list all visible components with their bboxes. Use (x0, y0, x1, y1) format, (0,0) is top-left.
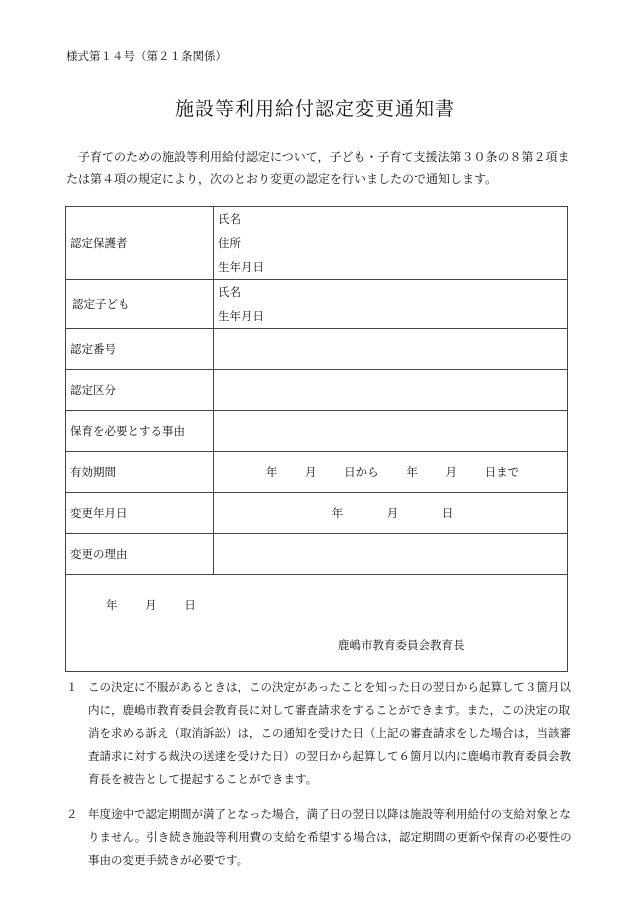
change-date-year: 年 (331, 506, 344, 520)
certification-table (65, 206, 568, 672)
child-label: 認定子ども (66, 280, 214, 329)
signature-day: 日 (184, 598, 196, 612)
cert-category-row (66, 370, 568, 411)
change-date-month: 月 (386, 506, 399, 520)
validity-row (66, 452, 568, 493)
change-date-day: 日 (441, 506, 454, 520)
note-text: 年度途中で認定期間が満了となった場合，満了日の翌日以降は施設等利用給付の支給対象となりません。引き続き施設等利用費の支給を希望する場合は，認定期間の更新や保育の必要性の事由の変更手続きが必要です。 (88, 807, 572, 867)
child-row (66, 280, 568, 329)
guardian-birthdate-field: 生年月日 (218, 260, 264, 274)
childcare-reason-value (214, 411, 568, 452)
validity-month1: 月 (305, 465, 317, 479)
change-date-label: 変更年月日 (66, 493, 214, 534)
note-item (66, 803, 574, 872)
signature-date (106, 597, 196, 613)
signature-month: 月 (145, 598, 157, 612)
guardian-label: 認定保護者 (66, 207, 214, 280)
notes-section (66, 676, 574, 884)
childcare-reason-row (66, 411, 568, 452)
cert-number-row (66, 329, 568, 370)
guardian-name-field: 氏名 (218, 212, 241, 226)
validity-period (214, 452, 568, 493)
guardian-row (66, 207, 568, 280)
cert-number-label: 認定番号 (66, 329, 214, 370)
validity-year2: 年 (406, 465, 418, 479)
note-item (66, 676, 574, 791)
validity-label: 有効期間 (66, 452, 214, 493)
note-number: １ (66, 680, 78, 694)
validity-month2: 月 (445, 465, 457, 479)
signature-block (66, 575, 568, 672)
change-reason-label: 変更の理由 (66, 534, 214, 575)
issuer-name: 鹿嶋市教育委員会教育長 (338, 638, 465, 652)
child-fields (214, 280, 568, 329)
child-birthdate-field: 生年月日 (218, 309, 264, 323)
signature-row (66, 575, 568, 672)
child-name-field: 氏名 (218, 285, 241, 299)
childcare-reason-label: 保育を必要とする事由 (66, 411, 214, 452)
intro-paragraph: 子育てのための施設等利用給付認定について，子ども・子育て支援法第３０条の８第２項または第４項の規定により，次のとおり変更の認定を行いましたので通知します。 (66, 150, 570, 186)
signature-year: 年 (106, 598, 118, 612)
guardian-fields (214, 207, 568, 280)
validity-day1: 日から (344, 465, 379, 479)
note-number: ２ (66, 807, 78, 821)
guardian-address-field: 住所 (218, 236, 241, 250)
validity-year1: 年 (265, 465, 278, 479)
form-number: 様式第１４号（第２１条関係） (66, 49, 227, 63)
document-title: 施設等利用給付認定変更通知書 (174, 98, 455, 120)
cert-category-label: 認定区分 (66, 370, 214, 411)
cert-category-value (214, 370, 568, 411)
change-date-row (66, 493, 568, 534)
note-text: この決定に不服があるときは，この決定があったことを知った日の翌日から起算して３箇月以内に，鹿嶋市教育委員会教育長に対して審査請求をすることができます。また，この決定の取消を求める訴え（取消訴訟）は，この通知を受けた日（上記の審査請求をした場合は，当該審査請求に対する裁決の送達を受けた日）の翌日から起算して６箇月以内に鹿嶋市教育委員会教育長を被告として提起することができます。 (88, 680, 571, 786)
change-date-value (214, 493, 568, 534)
cert-number-value (214, 329, 568, 370)
validity-day2: 日まで (484, 465, 520, 479)
change-reason-row (66, 534, 568, 575)
change-reason-value (214, 534, 568, 575)
